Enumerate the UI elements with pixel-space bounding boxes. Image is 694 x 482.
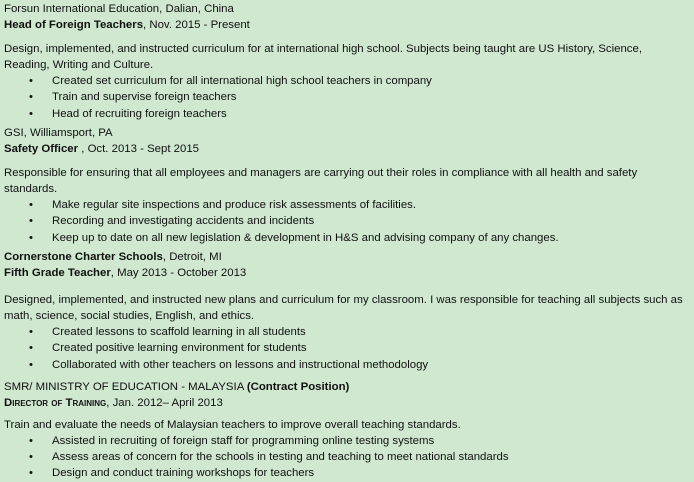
list-item: • Collaborated with other teachers on lessons and instructional methodology [29, 358, 429, 371]
list-item: • Created set curriculum for all international high school teachers in company [29, 75, 432, 88]
job-description: Designed, implemented, and instructed new plans and curriculum for my classroom. I was responsible for teaching all subjects such as math, science, social studies, English, and ethics. [4, 293, 683, 322]
position-dates: , Jan. 2012– April 2013 [106, 397, 223, 410]
position-line [4, 395, 690, 411]
list-item: • Created positive learning environment for students [29, 342, 307, 355]
list-item: • Assess areas of concern for the schools in testing and teaching to meet national standards [29, 451, 509, 464]
duty-list [4, 197, 690, 246]
position-line [4, 141, 690, 157]
duty-list [4, 73, 690, 122]
employer-name: Cornerstone Charter Schools [4, 251, 163, 263]
duty-list [4, 433, 690, 482]
job-entry [4, 249, 690, 373]
job-entry [4, 1, 690, 122]
employer-line: GSI, Williamsport, PA [4, 127, 113, 139]
list-item: • Design and conduct training workshops for teachers [29, 467, 315, 480]
position-line [4, 265, 690, 281]
position-dates: , Nov. 2015 - Present [143, 19, 250, 32]
list-item: • Created lessons to scaffold learning in all students [29, 326, 306, 339]
employer-line [4, 249, 690, 265]
job-description: Responsible for ensuring that all employees and managers are carrying out their roles in compliance with all health and safety standards. [4, 166, 638, 195]
position-title: Head of Foreign Teachers [4, 19, 144, 32]
position-title: Fifth Grade Teacher [4, 267, 111, 280]
job-entry [4, 379, 690, 482]
employer-location: , Detroit, MI [162, 251, 222, 263]
list-item: • Recording and investigating accidents and incidents [29, 215, 315, 228]
job-description: Design, implemented, and instructed curriculum for at international high school. Subjects being taught are US History, Science, Reading, Writing and Culture. [4, 42, 642, 71]
position-title: Safety Officer [4, 143, 79, 156]
employer-name: SMR/ MINISTRY OF EDUCATION - MALAYSIA [4, 381, 247, 393]
contract-note: (Contract Position) [246, 381, 350, 393]
list-item: • Head of recruiting foreign teachers [29, 107, 227, 120]
list-item: • Train and supervise foreign teachers [29, 91, 237, 104]
duty-list [4, 324, 690, 373]
employer-line [4, 379, 690, 395]
job-description: Train and evaluate the needs of Malaysian teachers to improve overall teaching standards. [4, 418, 461, 431]
list-item: • Keep up to date on all new legislation & development in H&S and advising company of any changes. [29, 231, 559, 244]
job-entry [4, 125, 690, 246]
employer-line: Forsun International Education, Dalian, China [4, 3, 234, 15]
position-title: Director of Training [4, 397, 107, 410]
position-dates: , May 2013 - October 2013 [110, 267, 247, 280]
position-dates: , Oct. 2013 - Sept 2015 [78, 143, 200, 156]
position-line [4, 17, 690, 33]
list-item: • Make regular site inspections and produce risk assessments of facilities. [29, 199, 417, 212]
list-item: • Assisted in recruiting of foreign staff for programming online testing systems [29, 434, 435, 447]
